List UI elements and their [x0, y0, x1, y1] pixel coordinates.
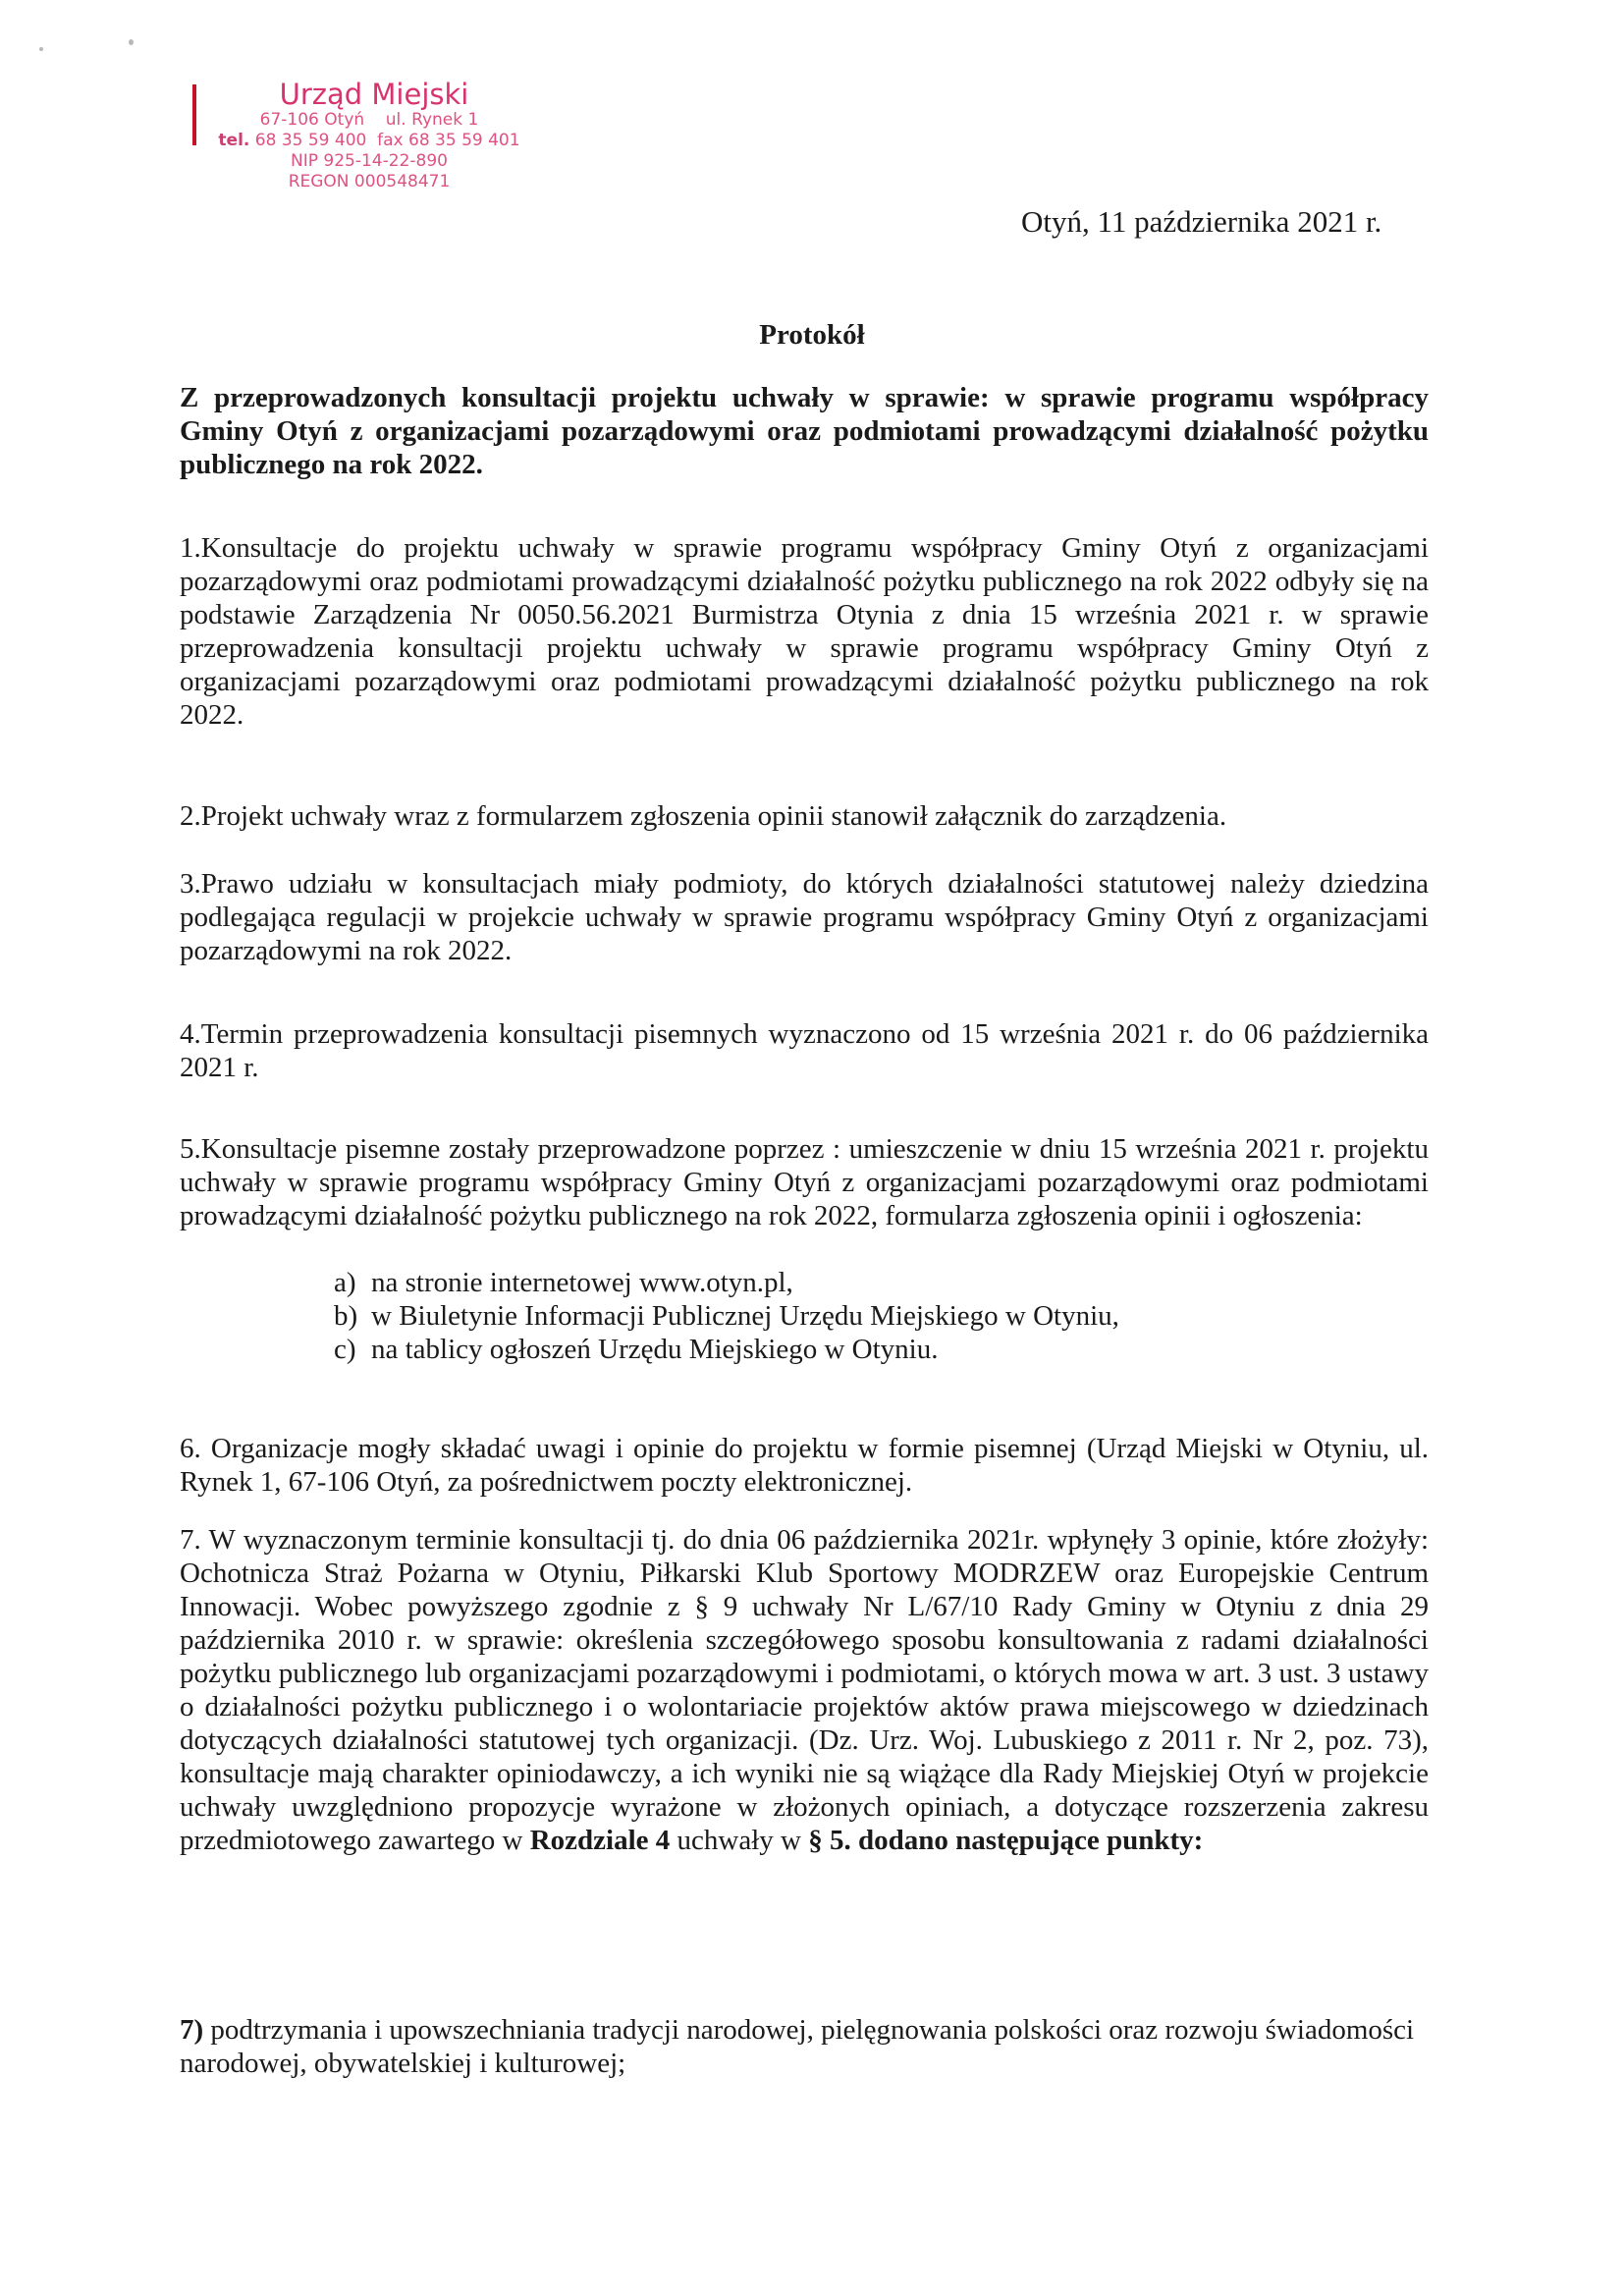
paragraph-1 — [180, 531, 1429, 732]
added-point-7 — [180, 2013, 1429, 2080]
paragraph-7-text — [180, 1523, 1429, 1857]
stamp-organization: Urząd Miejski — [279, 78, 469, 111]
stamp-tel-label: tel. — [218, 131, 250, 150]
distribution-list — [334, 1266, 1119, 1366]
paragraph-6 — [180, 1432, 1429, 1499]
paragraph-7-mid: uchwały w — [670, 1825, 809, 1856]
list-item-text: na tablicy ogłoszeń Urzędu Miejskiego w Otyniu. — [371, 1334, 939, 1365]
paragraph-3-text: 3.Prawo udziału w konsultacjach miały podmioty, do których działalności statutowej należy dziedzina podlegająca regulacji w projekcie uchwały w sprawie programu współpracy Gminy Otyń z organizacjami pozarządowymi na rok 2022. — [180, 868, 1429, 966]
document-date: Otyń, 11 października 2021 r. — [1021, 204, 1382, 239]
paragraph-7-chapter-ref: Rozdziale 4 — [529, 1825, 671, 1856]
stamp-nip: NIP 925-14-22-890 — [291, 151, 448, 171]
list-marker: c) — [334, 1334, 356, 1365]
list-marker: b) — [334, 1300, 358, 1332]
list-item — [334, 1266, 1119, 1299]
paragraph-2 — [180, 799, 1429, 833]
stamp-regon: REGON 000548471 — [288, 172, 451, 191]
paragraph-7 — [180, 1523, 1429, 1857]
list-item — [334, 1333, 1119, 1366]
added-point-7-number: 7) — [180, 2014, 204, 2046]
paragraph-7-main: 7. W wyznaczonym terminie konsultacji tj. do dnia 06 października 2021r. wpłynęły 3 opinie, które złożyły: Ochotnicza Straż Pożarna w Otyniu, Piłkarski Klub Sportowy MODRZEW oraz Europejskie Centrum Innowacji. Wobec powyższego zgodnie z § 9 uchwały Nr L/67/10 Rady Gminy w Otyniu z dnia 29 października 2010 r. w sprawie: określenia szczegółowego sposobu konsultowania z radami działalności pożytku publicznego lub organizacjami pozarządowymi i podmiotami, o których mowa w art. 3 ust. 3 ustawy o działalności pożytku publicznego i o wolontariacie projektów aktów prawa miejscowego w dziedzinach dotyczących działalności statutowej tych organizacji. (Dz. Urz. Woj. Lubuskiego z 2011 r. Nr 2, poz. 73), konsultacje mają charakter opiniodawczy, a ich wyniki nie są wiążące dla Rady Miejskiej Otyń w projekcie uchwały uwzględniono propozycje wyrażone w złożonych opiniach, a dotyczące rozszerzenia zakresu przedmiotowego zawartego w — [180, 1524, 1429, 1856]
paragraph-4 — [180, 1017, 1429, 1084]
document-heading: Z przeprowadzonych konsultacji projektu uchwały w sprawie: w sprawie programu współpracy Gminy Otyń z organizacjami pozarządowymi oraz podmiotami prowadzącymi działalność pożytku publicznego na rok 2022. — [180, 382, 1429, 480]
document-title: Protokół — [759, 319, 865, 351]
list-item-text: w Biuletynie Informacji Publicznej Urzędu Miejskiego w Otyniu, — [371, 1300, 1119, 1332]
list-item — [334, 1299, 1119, 1333]
office-stamp — [192, 79, 546, 192]
paragraph-2-text: 2.Projekt uchwały wraz z formularzem zgłoszenia opinii stanowił załącznik do zarządzenia. — [180, 800, 1227, 832]
paragraph-1-text: 1.Konsultacje do projektu uchwały w sprawie programu współpracy Gminy Otyń z organizacjami pozarządowymi oraz podmiotami prowadzącymi działalność pożytku publicznego na rok 2022 odbyły się na podstawie Zarządzenia Nr 0050.56.2021 Burmistrza Otynia z dnia 15 września 2021 r. w sprawie przeprowadzenia konsultacji projektu uchwały w sprawie programu współpracy Gminy Otyń z organizacjami pozarządowymi oraz podmiotami prowadzącymi działalność pożytku publicznego na rok 2022. — [180, 532, 1429, 731]
stamp-phone-numbers: 68 35 59 400 fax 68 35 59 401 — [249, 131, 520, 150]
stamp-phone — [192, 131, 546, 151]
paragraph-4-text: 4.Termin przeprowadzenia konsultacji pisemnych wyznaczono od 15 września 2021 r. do 06 października 2021 r. — [180, 1018, 1429, 1083]
stamp-address: 67-106 Otyń ul. Rynek 1 — [259, 110, 479, 130]
list-item-text: na stronie internetowej www.otyn.pl, — [371, 1267, 793, 1298]
list-marker: a) — [334, 1267, 356, 1298]
scan-speck — [129, 39, 134, 45]
paragraph-5-text: 5.Konsultacje pisemne zostały przeprowadzone poprzez : umieszczenie w dniu 15 września 2021 r. projektu uchwały w sprawie programu współpracy Gminy Otyń z organizacjami pozarządowymi oraz podmiotami prowadzącymi działalność pożytku publicznego na rok 2022, formularza zgłoszenia opinii i ogłoszenia: — [180, 1133, 1429, 1231]
scan-speck — [39, 47, 43, 51]
paragraph-3 — [180, 867, 1429, 967]
paragraph-7-section-ref: § 5. dodano następujące punkty: — [808, 1825, 1204, 1856]
added-point-7-text — [180, 2013, 1429, 2080]
paragraph-5 — [180, 1132, 1429, 1232]
paragraph-6-text: 6. Organizacje mogły składać uwagi i opinie do projektu w formie pisemnej (Urząd Miejski w Otyniu, ul. Rynek 1, 67-106 Otyń, za pośrednictwem poczty elektronicznej. — [180, 1433, 1429, 1498]
added-point-7-content: podtrzymania i upowszechniania tradycji narodowej, pielęgnowania polskości oraz rozwoju świadomości narodowej, obywatelskiej i kulturowej; — [180, 2014, 1415, 2079]
